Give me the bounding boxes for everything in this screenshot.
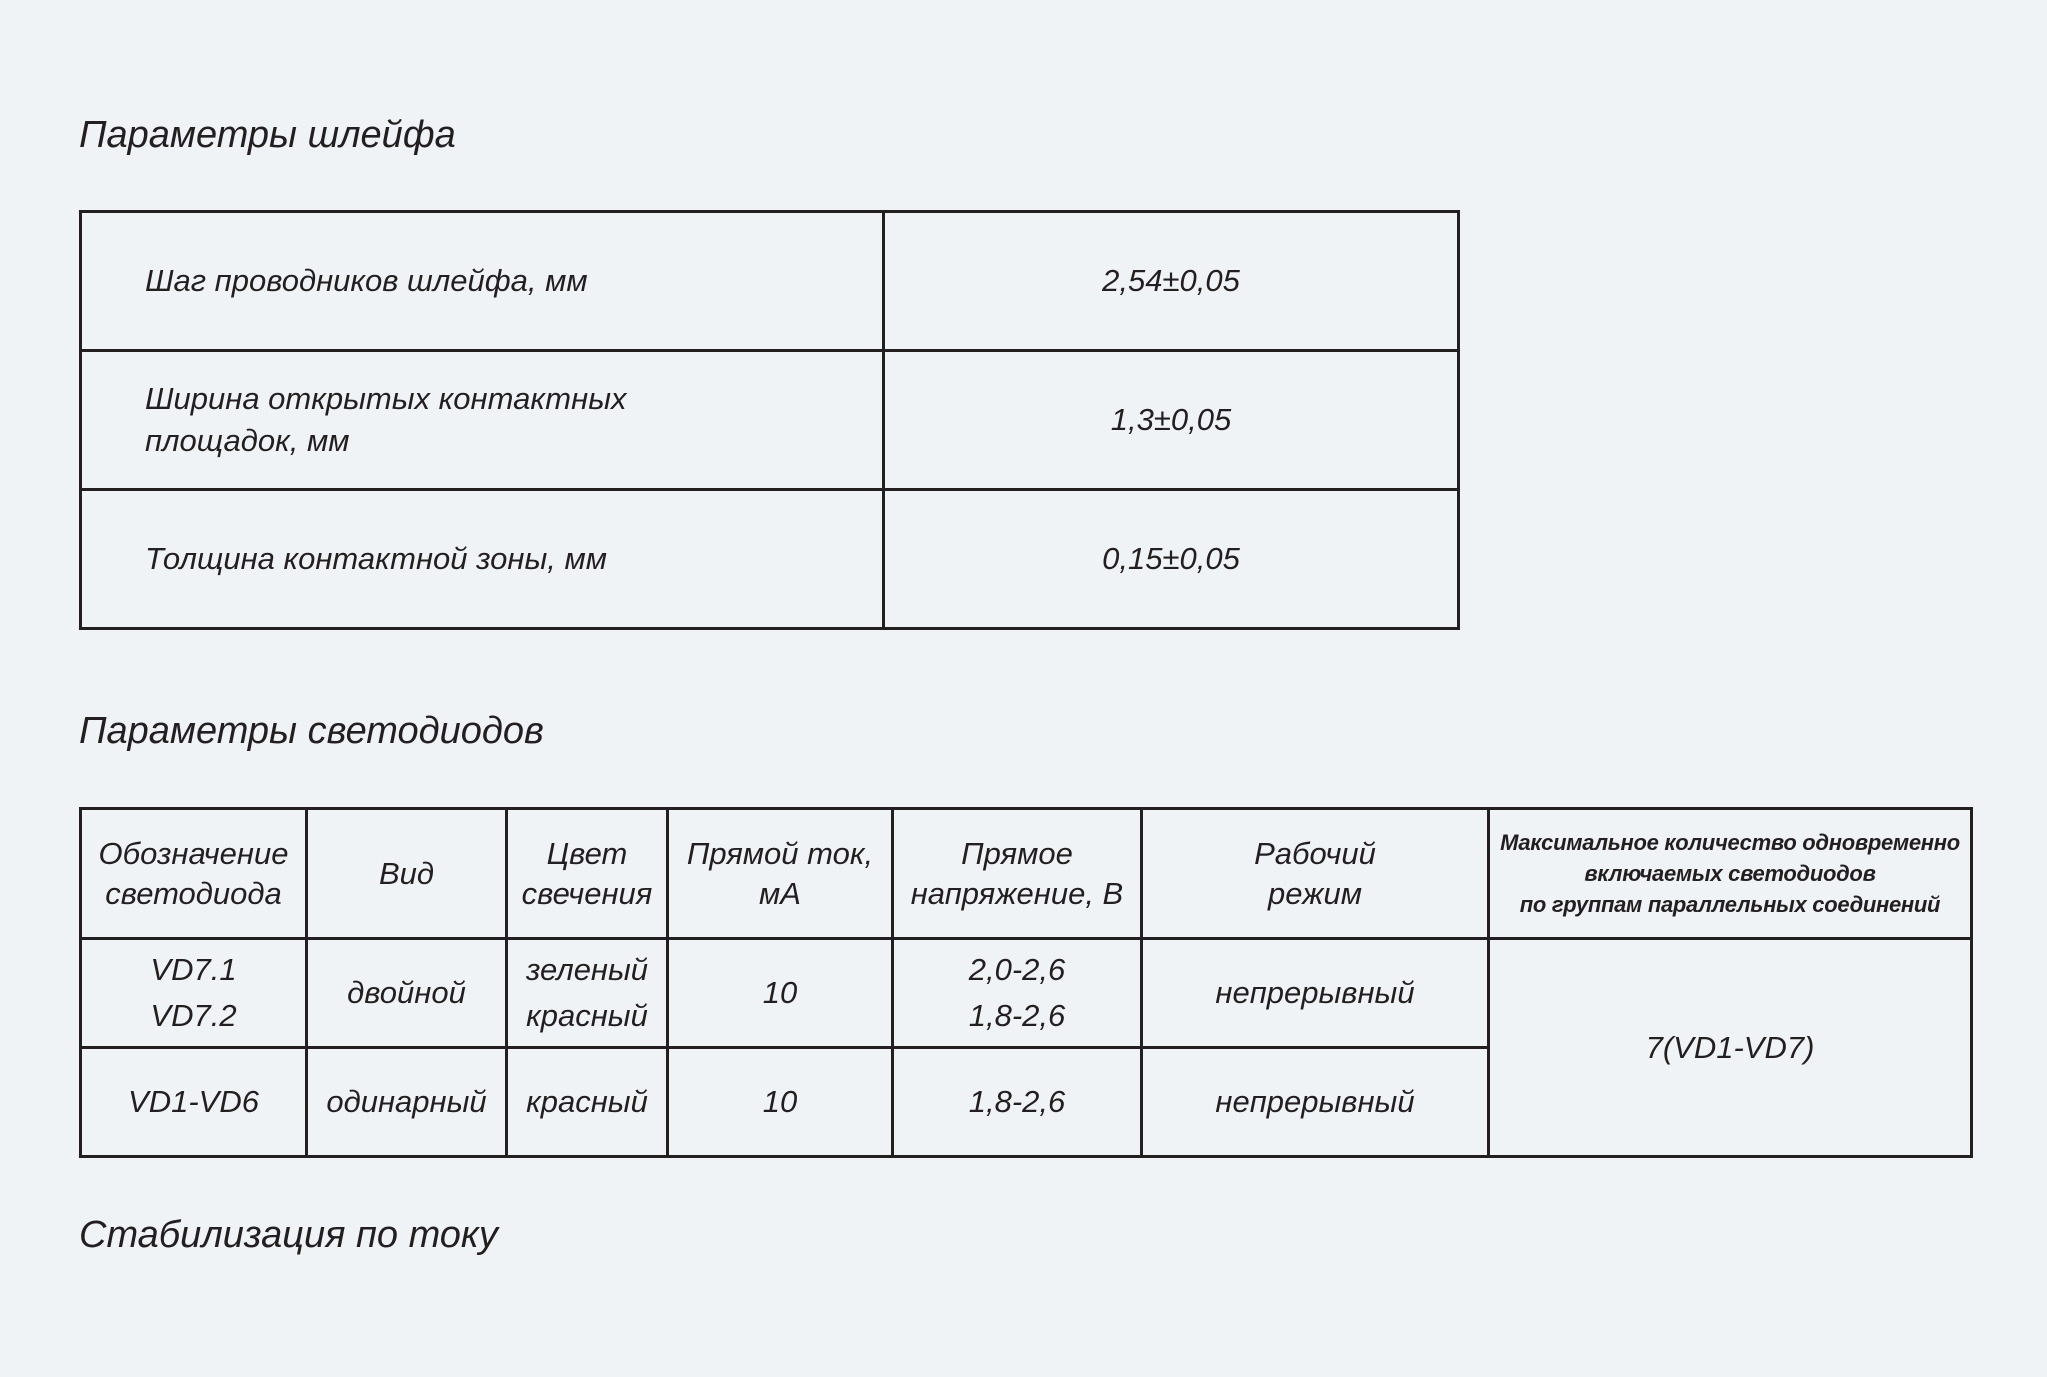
current-text: 10 xyxy=(762,975,798,1010)
mode-cell xyxy=(1142,1048,1489,1157)
led-params-heading: Параметры светодиодов xyxy=(79,710,544,752)
header-text: Цвет xyxy=(546,835,628,871)
header-text: мА xyxy=(759,875,801,911)
mode-cell xyxy=(1142,939,1489,1048)
table-header-row xyxy=(81,809,1972,939)
color-cell xyxy=(507,939,668,1048)
cable-params-heading: Параметры шлейфа xyxy=(79,114,456,156)
header-text: свечения xyxy=(521,875,653,911)
mode-text: непрерывный xyxy=(1215,975,1415,1010)
header-text: включаемых светодиодов xyxy=(1584,861,1876,886)
header-type xyxy=(307,809,507,939)
voltage-text: 1,8-2,6 xyxy=(968,1084,1066,1119)
header-text: Рабочий xyxy=(1254,835,1376,871)
param-value-cell xyxy=(884,490,1459,629)
type-cell xyxy=(307,1048,507,1157)
param-value: 2,54±0,05 xyxy=(1102,263,1240,298)
current-text: 10 xyxy=(762,1084,798,1119)
header-text: напряжение, В xyxy=(910,875,1124,911)
color-text: зеленый xyxy=(525,952,649,987)
header-text: Максимальное количество одновременно xyxy=(1500,830,1960,855)
designation-text: VD7.1 xyxy=(150,952,237,987)
param-name: Толщина контактной зоны, мм xyxy=(145,541,608,576)
param-name-cell xyxy=(81,212,884,351)
header-max-count xyxy=(1489,809,1972,939)
header-designation xyxy=(81,809,307,939)
header-current xyxy=(668,809,893,939)
color-text: красный xyxy=(526,998,648,1033)
header-text: режим xyxy=(1268,875,1362,911)
voltage-cell xyxy=(893,1048,1142,1157)
cable-params-table xyxy=(79,210,1460,630)
param-name: Шаг проводников шлейфа, мм xyxy=(145,263,588,298)
header-text: Вид xyxy=(378,855,435,891)
designation-cell xyxy=(81,939,307,1048)
max-count-cell xyxy=(1489,939,1972,1157)
header-text: Прямое xyxy=(961,835,1073,871)
param-name-line2: площадок, мм xyxy=(145,423,350,458)
header-text: Обозначение xyxy=(98,835,289,871)
param-value: 0,15±0,05 xyxy=(1102,541,1240,576)
color-cell xyxy=(507,1048,668,1157)
param-value: 1,3±0,05 xyxy=(1110,402,1232,437)
param-value-cell xyxy=(884,212,1459,351)
header-text: по группам параллельных соединений xyxy=(1519,892,1941,917)
header-text: Прямой ток, xyxy=(686,835,874,871)
table-row xyxy=(81,490,1459,629)
max-count-text: 7(VD1-VD7) xyxy=(1645,1029,1815,1065)
header-text: светодиода xyxy=(105,875,282,911)
type-cell xyxy=(307,939,507,1048)
type-text: одинарный xyxy=(326,1084,487,1119)
designation-cell xyxy=(81,1048,307,1157)
table-row xyxy=(81,939,1972,1048)
param-name-cell xyxy=(81,490,884,629)
color-text: красный xyxy=(526,1084,648,1119)
table-row xyxy=(81,212,1459,351)
param-name-cell xyxy=(81,351,884,490)
current-cell xyxy=(668,939,893,1048)
type-text: двойной xyxy=(347,975,466,1010)
voltage-cell xyxy=(893,939,1142,1048)
param-value-cell xyxy=(884,351,1459,490)
header-mode xyxy=(1142,809,1489,939)
current-cell xyxy=(668,1048,893,1157)
designation-text: VD7.2 xyxy=(150,998,237,1033)
header-color xyxy=(507,809,668,939)
designation-text: VD1-VD6 xyxy=(128,1084,259,1119)
header-voltage xyxy=(893,809,1142,939)
voltage-text: 1,8-2,6 xyxy=(968,998,1066,1033)
mode-text: непрерывный xyxy=(1215,1084,1415,1119)
led-params-table xyxy=(79,807,1973,1158)
param-name: Ширина открытых контактных xyxy=(145,381,627,416)
stabilization-heading: Стабилизация по току xyxy=(79,1214,498,1256)
voltage-text: 2,0-2,6 xyxy=(968,952,1066,987)
table-row xyxy=(81,351,1459,490)
